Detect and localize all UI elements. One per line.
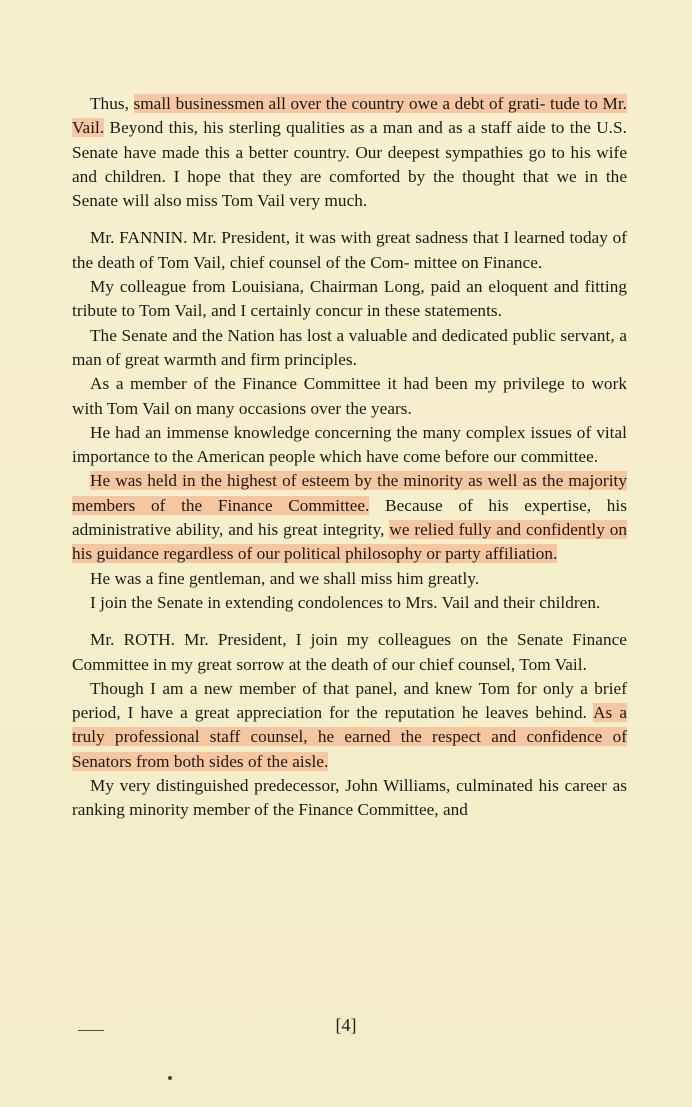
body-text xyxy=(72,92,627,823)
paragraph-roth-intro: Mr. ROTH. Mr. President, I join my colleagues on the Senate Finance Committee in my great sorrow at the death of our chief counsel, Tom Vail. xyxy=(72,630,627,674)
page-number: [4] xyxy=(335,1015,357,1035)
paragraph-fannin-intro: Mr. FANNIN. Mr. President, it was with great sadness that I learned today of the death of Tom Vail, chief counsel of the Com- mittee on Finance. xyxy=(72,228,627,272)
ink-speck xyxy=(168,1076,172,1080)
highlight-span: small businessmen all over the country owe a debt of grati- tude to Mr. Vail. xyxy=(72,94,627,138)
text-run: Thus, xyxy=(90,94,134,113)
text-run: Because of his expertise, his administrative ability, and his great integrity, xyxy=(72,495,627,540)
highlight-span: As a truly professional staff counsel, he earned the respect and confidence of Senators from both sides of the aisle. xyxy=(72,703,628,771)
paragraph-fine-gentleman: He was a fine gentleman, and we shall miss him greatly. xyxy=(90,568,480,588)
margin-mark xyxy=(78,1030,104,1031)
paragraph-condolences: I join the Senate in extending condolences to Mrs. Vail and their children. xyxy=(90,592,601,612)
highlight-span: we relied fully and confidently on his guidance regardless of our political philosophy or party affiliation. xyxy=(72,520,627,564)
text-run: Though I am a new member of that panel, and knew Tom for only a brief period, I have a great appreciation for the reputation he leaves behind. xyxy=(72,678,627,723)
paragraph-public-servant: The Senate and the Nation has lost a valuable and dedicated public servant, a man of great warmth and firm principles. xyxy=(72,325,627,369)
paragraph-vail-thanks xyxy=(72,92,627,213)
paragraph-chairman-long: My colleague from Louisiana, Chairman Long, paid an eloquent and fitting tribute to Tom Vail, and I certainly concur in these statements. xyxy=(72,277,627,321)
paragraph-new-member xyxy=(72,677,627,774)
paragraph-esteem xyxy=(72,469,627,566)
highlight-span: He was held in the highest of esteem by the minority as well as the majority members of the Finance Committee. xyxy=(72,471,627,515)
text-run: Beyond this, his sterling qualities as a man and as a staff aide to the U.S. Senate have made this a better country. Our deepest sympathies go to his wife and children. I hope that they are comforted by the thought that we in the Senate will also miss Tom Vail very much. xyxy=(72,118,627,211)
paragraph-predecessor: My very distinguished predecessor, John Williams, culminated his career as ranking minority member of the Finance Committee, and xyxy=(72,776,627,820)
paragraph-immense-knowledge: He had an immense knowledge concerning the many complex issues of vital importance to the American people which have come before our committee. xyxy=(72,422,627,467)
paragraph-member-privilege: As a member of the Finance Committee it had been my privilege to work with Tom Vail on many occasions over the years. xyxy=(72,374,627,418)
